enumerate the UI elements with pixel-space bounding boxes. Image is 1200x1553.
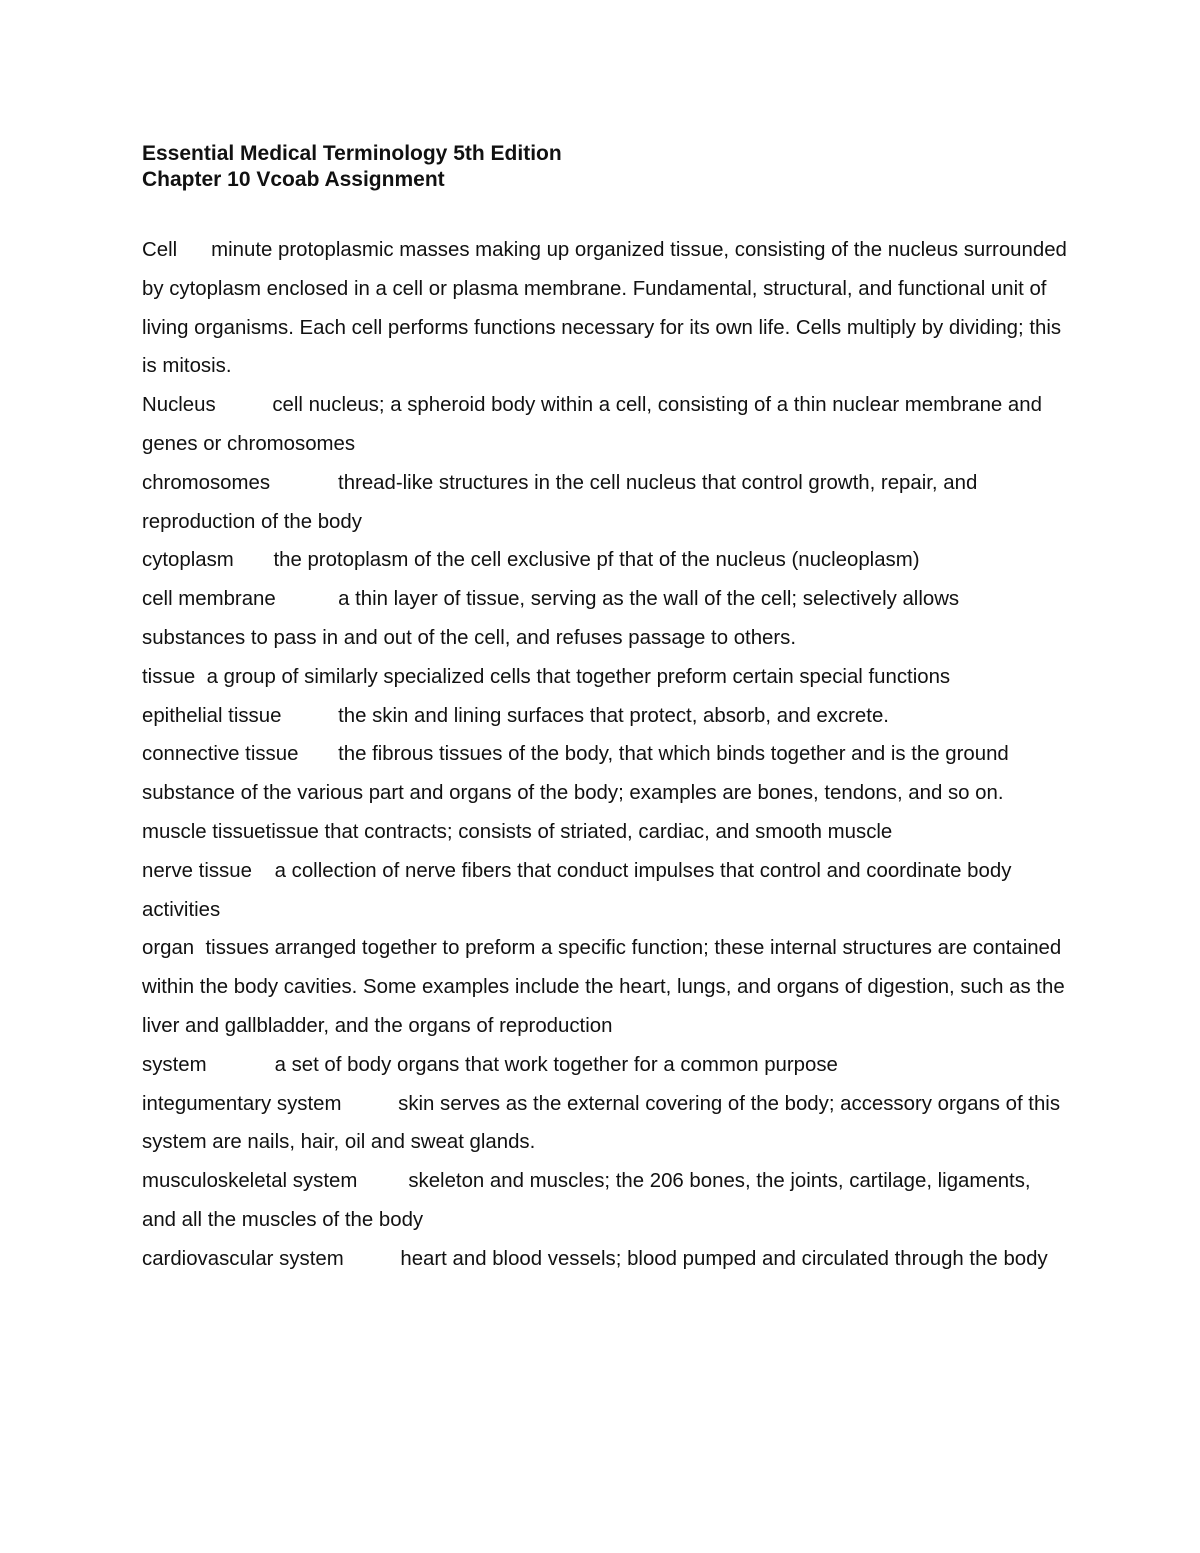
vocab-entry-tissue: [142, 658, 1067, 697]
vocab-definition: the skin and lining surfaces that protect, absorb, and excrete.: [338, 704, 889, 727]
vocab-entry-connective-tissue: [142, 735, 1067, 813]
vocab-term: cardiovascular system: [142, 1247, 344, 1270]
vocab-entry-cell-membrane: [142, 580, 1067, 658]
vocab-term: cell membrane: [142, 588, 276, 611]
vocab-list: [142, 231, 1067, 1279]
vocab-term: connective tissue: [142, 743, 299, 766]
vocab-term: organ: [142, 937, 195, 960]
vocab-term: integumentary system: [142, 1092, 342, 1115]
vocab-term: Nucleus: [142, 394, 216, 417]
vocab-definition: skeleton and muscles; the 206 bones, the joints, cartilage, ligaments, and all the muscles of the body: [142, 1170, 1031, 1231]
document-subtitle: Chapter 10 Vcoab Assignment: [142, 168, 445, 191]
vocab-term: nerve tissue: [142, 859, 252, 882]
vocab-term: epithelial tissue: [142, 704, 282, 727]
vocab-definition: the fibrous tissues of the body, that which binds together and is the ground substance of the various part and organs of the body; examples are bones, tendons, and so on.: [142, 743, 1009, 805]
vocab-entry-organ: [142, 929, 1067, 1045]
vocab-definition: tissue that contracts; consists of striated, cardiac, and smooth muscle: [265, 820, 893, 843]
vocab-definition: the protoplasm of the cell exclusive pf that of the nucleus (nucleoplasm): [273, 549, 920, 572]
vocab-definition: skin serves as the external covering of the body; accessory organs of this system are nails, hair, oil and sweat glands.: [142, 1092, 1061, 1154]
vocab-term: tissue: [142, 665, 196, 688]
vocab-entry-system: [142, 1046, 1067, 1085]
vocab-definition: tissues arranged together to preform a specific function; these internal structures are contained within the body cavities. Some examples include the heart, lungs, and organs of digestion, such as the liver and gallbladder, and the organs of reproduction: [142, 937, 1065, 1037]
vocab-definition: a group of similarly specialized cells that together preform certain special functions: [206, 665, 951, 688]
vocab-definition: heart and blood vessels; blood pumped and circulated through the body: [400, 1247, 1048, 1270]
vocab-entry-cardiovascular-system: [142, 1240, 1067, 1279]
vocab-entry-chromosomes: [142, 464, 1067, 542]
vocab-term: chromosomes: [142, 471, 271, 494]
vocab-definition: thread-like structures in the cell nucleus that control growth, repair, and reproduction of the body: [142, 471, 978, 533]
vocab-entry-epithelial-tissue: [142, 697, 1067, 736]
document-title: Essential Medical Terminology 5th Edition: [142, 142, 562, 165]
vocab-entry-nucleus: [142, 386, 1067, 464]
vocab-term: Cell: [142, 239, 178, 261]
vocab-definition: a thin layer of tissue, serving as the wall of the cell; selectively allows substances to pass in and out of the cell, and refuses passage to others.: [142, 588, 960, 649]
vocab-entry-cell: [142, 231, 1067, 386]
document-content: [142, 141, 1067, 1279]
vocab-term: muscle tissue: [142, 820, 266, 843]
vocab-entry-musculoskeletal-system: [142, 1162, 1067, 1240]
vocab-term: musculoskeletal system: [142, 1170, 358, 1193]
vocab-entry-muscle-tissue: [142, 813, 1067, 852]
vocab-definition: a set of body organs that work together for a common purpose: [274, 1053, 838, 1076]
vocab-term: system: [142, 1053, 207, 1076]
vocab-entry-cytoplasm: [142, 541, 1067, 580]
vocab-definition: a collection of nerve fibers that conduct impulses that control and coordinate body activities: [142, 859, 1012, 921]
vocab-definition: minute protoplasmic masses making up organized tissue, consisting of the nucleus surrounded by cytoplasm enclosed in a cell or plasma membrane. Fundamental, structural, and functional unit of living organisms. Each cell performs functions necessary for its own life. Cells multiply by dividing; this is mitosis.: [142, 239, 1067, 378]
vocab-term: cytoplasm: [142, 549, 234, 572]
vocab-entry-integumentary-system: [142, 1085, 1067, 1163]
vocab-definition: cell nucleus; a spheroid body within a cell, consisting of a thin nuclear membrane and genes or chromosomes: [142, 394, 1042, 455]
vocab-entry-nerve-tissue: [142, 852, 1067, 930]
